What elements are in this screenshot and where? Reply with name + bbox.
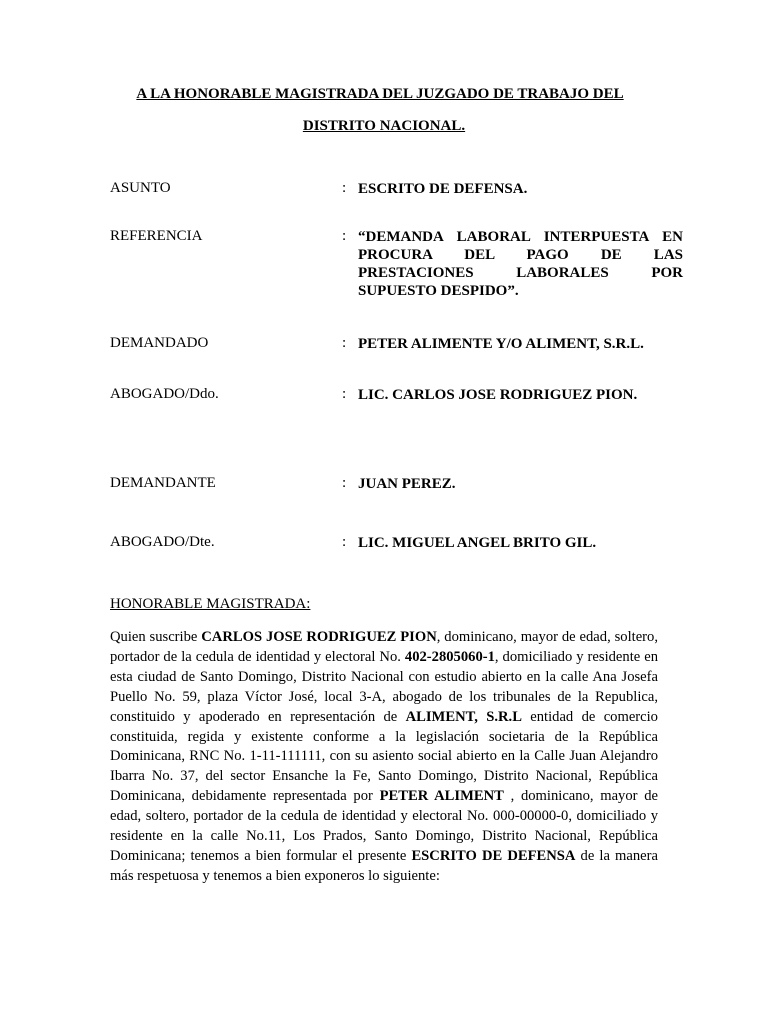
field-colon: :	[342, 475, 347, 491]
body-segment-bold: PETER ALIMENT	[379, 788, 504, 805]
field-colon: :	[342, 335, 347, 351]
field-label: REFERENCIA	[110, 228, 203, 244]
field-label: ASUNTO	[110, 180, 171, 196]
body-segment-bold: 402-2805060-1	[404, 648, 495, 665]
document-title-line-1: A LA HONORABLE MAGISTRADA DEL JUZGADO DE TRABAJO DEL	[136, 86, 624, 102]
field-label: DEMANDADO	[110, 335, 209, 351]
field-label: ABOGADO/Dte.	[110, 534, 215, 550]
body-segment: , dominicano, mayor de edad, soltero, portador de la cedula de identidad y electoral No.	[110, 629, 658, 665]
document-title-line-2: DISTRITO NACIONAL.	[302, 118, 466, 134]
field-colon: :	[342, 386, 347, 402]
field-colon: :	[342, 228, 347, 244]
field-value: “DEMANDA LABORAL INTERPUESTA EN PROCURA DEL PAGO DE LAS PRESTACIONES LABORALES POR SUPUESTO DESPIDO”.	[358, 229, 683, 299]
field-colon: :	[342, 180, 347, 196]
field-label: ABOGADO/Ddo.	[110, 386, 219, 402]
salutation-heading: HONORABLE MAGISTRADA:	[110, 596, 311, 612]
field-value: LIC. CARLOS JOSE RODRIGUEZ PION.	[358, 387, 638, 403]
field-value: JUAN PEREZ.	[358, 476, 456, 492]
field-label: DEMANDANTE	[110, 475, 216, 491]
field-value: LIC. MIGUEL ANGEL BRITO GIL.	[358, 535, 597, 551]
field-value: ESCRITO DE DEFENSA.	[358, 181, 528, 197]
body-segment-bold: ALIMENT, S.R.L	[405, 708, 522, 725]
field-value: PETER ALIMENTE Y/O ALIMENT, S.R.L.	[358, 336, 644, 352]
body-segment: Quien suscribe	[110, 629, 202, 645]
body-segment: entidad de comercio constituida, regida y existente conforme a la legislación societaria de la República Dominicana, RNC No. 1-11-111111, con su asiento social abierto en la Calle Juan Alejandro Ibarra No. 37, del sector Ensanche la Fe, Santo Domingo, Distrito Nacional, República Dominicana, debidamente representada por	[110, 708, 658, 805]
body-segment-bold: CARLOS JOSE RODRIGUEZ PION	[201, 629, 437, 645]
field-colon: :	[342, 534, 347, 550]
body-segment: , dominicano, mayor de edad, soltero, portador de la cedula de identidad y electoral No. 000-00000-0, domiciliado y residente en la calle No.11, Los Prados, Santo Domingo, Distrito Nacional, República Dominicana; tenemos a bien formular el presente	[110, 788, 659, 864]
body-segment-bold: ESCRITO DE DEFENSA	[411, 847, 576, 864]
body-segment: , domiciliado y residente en esta ciudad de Santo Domingo, Distrito Nacional con estudio abierto en la calle Ana Josefa Puello No. 59, plaza Víctor José, local 3-A, abogado de los tribunales de la Republica, constituido y apoderado en representación de	[110, 648, 659, 725]
body-paragraph	[110, 628, 658, 887]
body-segment: de la manera más respetuosa y tenemos a bien exponeros lo siguiente:	[110, 847, 658, 884]
